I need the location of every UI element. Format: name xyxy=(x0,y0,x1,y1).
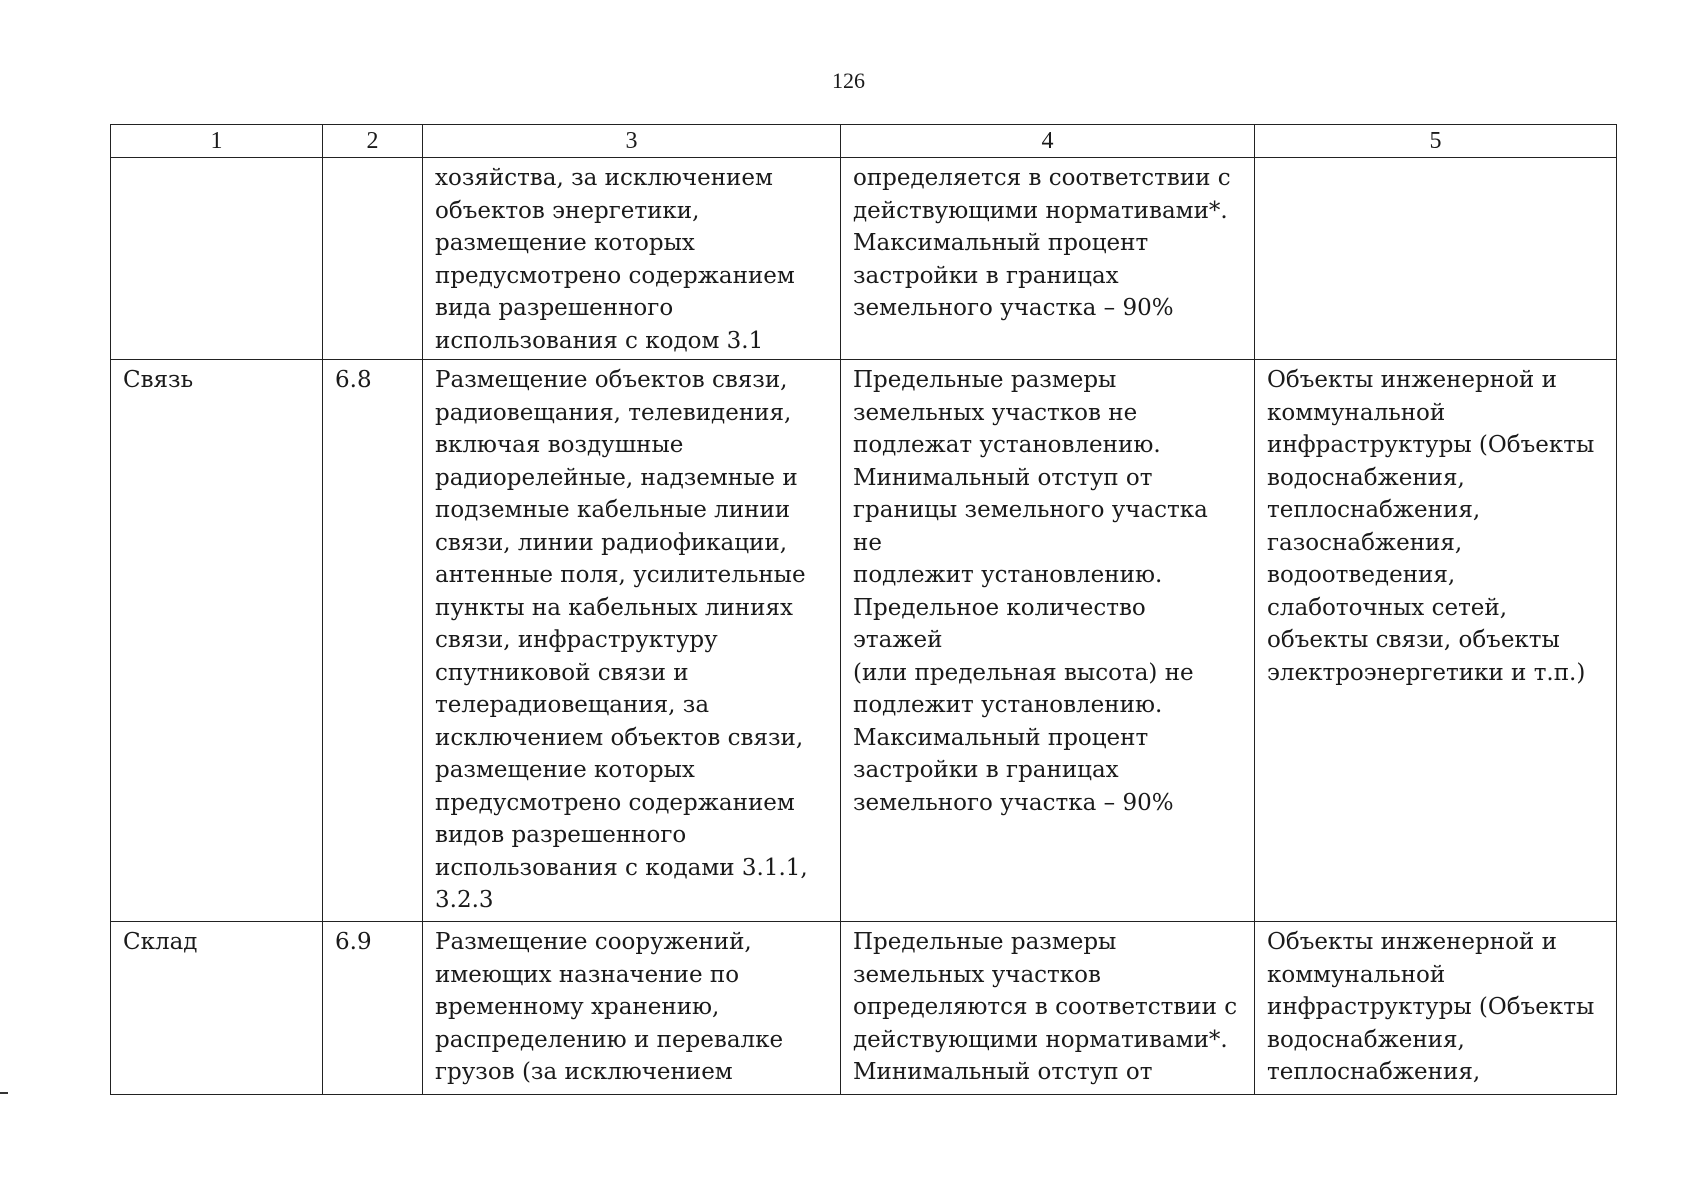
use-code: 6.9 xyxy=(335,929,372,955)
table-row xyxy=(111,158,1617,360)
land-use-table xyxy=(110,124,1617,1095)
column-header-2: 2 xyxy=(323,125,423,158)
use-description-cell xyxy=(423,360,841,922)
use-name-cell xyxy=(111,922,323,1095)
parameters-cell xyxy=(841,360,1255,922)
auxiliary-text: Объекты инженерной и коммунальной инфраструктуры (Объекты водоснабжения, теплоснабжения, газоснабжения, водоотведения, слаботочных сетей, объекты связи, объекты электроэнергетики и т.п.) xyxy=(1267,367,1595,686)
parameters-cell xyxy=(841,158,1255,360)
auxiliary-cell xyxy=(1255,158,1617,360)
use-name-cell xyxy=(111,360,323,922)
column-header-5: 5 xyxy=(1255,125,1617,158)
use-name: Связь xyxy=(123,367,194,393)
use-code: 6.8 xyxy=(335,367,372,393)
use-description: Размещение сооружений, имеющих назначение по временному хранению, распределению и перевалке грузов (за исключением xyxy=(435,929,784,1085)
use-name: Склад xyxy=(123,929,198,955)
table-row xyxy=(111,922,1617,1095)
table-row xyxy=(111,360,1617,922)
use-description: хозяйства, за исключением объектов энергетики, размещение которых предусмотрено содержанием вида разрешенного использования с кодом 3.1 xyxy=(435,165,795,354)
parameters-text: определяется в соответствии с действующими нормативами*. Максимальный процент застройки в границах земельного участка – 90% xyxy=(853,165,1231,321)
margin-mark xyxy=(0,1092,8,1094)
use-description: Размещение объектов связи, радиовещания, телевидения, включая воздушные радиорелейные, надземные и подземные кабельные линии связи, линии радиофикации, антенные поля, усилительные пункты на кабельных линиях связи, инфраструктуру спутниковой связи и телерадиовещания, за исключением объектов связи, размещение которых предусмотрено содержанием видов разрешенного использования с кодами 3.1.1, 3.2.3 xyxy=(435,367,808,913)
use-code-cell xyxy=(323,360,423,922)
parameters-text: Предельные размеры земельных участков определяются в соответствии с действующими нормативами*. Минимальный отступ от xyxy=(853,929,1238,1085)
auxiliary-text: Объекты инженерной и коммунальной инфраструктуры (Объекты водоснабжения, теплоснабжения, xyxy=(1267,929,1595,1085)
auxiliary-cell xyxy=(1255,922,1617,1095)
table-header-row xyxy=(111,125,1617,158)
use-code-cell xyxy=(323,158,423,360)
parameters-text: Предельные размеры земельных участков не подлежат установлению. Минимальный отступ от границы земельного участка не подлежит установлению. Предельное количество этажей (или предельная высота) не подлежит установлению. Максимальный процент застройки в границах земельного участка – 90% xyxy=(853,367,1208,816)
use-code-cell xyxy=(323,922,423,1095)
parameters-cell xyxy=(841,922,1255,1095)
use-description-cell xyxy=(423,158,841,360)
page-number: 126 xyxy=(832,68,865,93)
column-header-3: 3 xyxy=(423,125,841,158)
column-header-1: 1 xyxy=(111,125,323,158)
column-header-4: 4 xyxy=(841,125,1255,158)
auxiliary-cell xyxy=(1255,360,1617,922)
use-name-cell xyxy=(111,158,323,360)
use-description-cell xyxy=(423,922,841,1095)
